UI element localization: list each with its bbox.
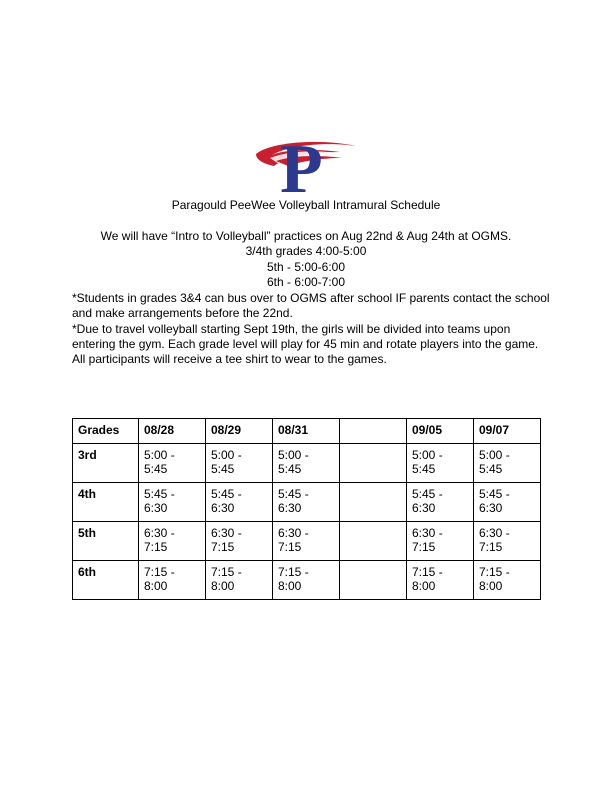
time-cell: 5:45 - 6:30 [474, 483, 541, 522]
paragould-p-logo-icon [250, 130, 362, 196]
empty-cell [340, 561, 407, 600]
header-empty [340, 419, 407, 444]
page-title: Paragould PeeWee Volleyball Intramural Schedule [171, 198, 441, 212]
time-cell: 5:45 - 6:30 [273, 483, 340, 522]
bus-note: *Students in grades 3&4 can bus over to OGMS after school IF parents contact the school and make arrangements before the 22nd. [72, 291, 550, 321]
table-row [73, 561, 541, 600]
grade-cell: 6th [73, 561, 139, 600]
schedule-table [72, 418, 541, 600]
travel-note: *Due to travel volleyball starting Sept 19th, the girls will be divided into teams upon entering the gym. Each grade level will play for 45 min and rotate players into the game. All participants will receive a tee shirt to wear to the games. [72, 321, 539, 367]
time-cell: 7:15 - 8:00 [139, 561, 206, 600]
time-cell: 6:30 - 7:15 [273, 522, 340, 561]
time-cell: 6:30 - 7:15 [407, 522, 474, 561]
empty-cell [340, 522, 407, 561]
intro-grade-6-time: 6th - 6:00-7:00 [266, 274, 346, 289]
header-date: 09/05 [407, 419, 474, 444]
time-cell: 7:15 - 8:00 [474, 561, 541, 600]
empty-cell [340, 444, 407, 483]
grade-cell: 3rd [73, 444, 139, 483]
header-date: 09/07 [474, 419, 541, 444]
time-cell: 5:00 - 5:45 [206, 444, 273, 483]
table-header-row [73, 419, 541, 444]
header-date: 08/29 [206, 419, 273, 444]
grade-cell: 4th [73, 483, 139, 522]
paragould-logo [250, 130, 362, 196]
table-row [73, 522, 541, 561]
header-date: 08/31 [273, 419, 340, 444]
header-date: 08/28 [139, 419, 206, 444]
time-cell: 6:30 - 7:15 [139, 522, 206, 561]
time-cell: 5:45 - 6:30 [407, 483, 474, 522]
time-cell: 6:30 - 7:15 [206, 522, 273, 561]
time-cell: 5:45 - 6:30 [206, 483, 273, 522]
intro-grade-34-time: 3/4th grades 4:00-5:00 [245, 244, 367, 259]
time-cell: 6:30 - 7:15 [474, 522, 541, 561]
notes-block [72, 291, 552, 367]
time-cell: 5:00 - 5:45 [474, 444, 541, 483]
time-cell: 5:00 - 5:45 [407, 444, 474, 483]
empty-cell [340, 483, 407, 522]
time-cell: 7:15 - 8:00 [206, 561, 273, 600]
intro-grade-5-time: 5th - 5:00-6:00 [266, 259, 346, 274]
grade-cell: 5th [73, 522, 139, 561]
header-grades: Grades [73, 419, 139, 444]
time-cell: 5:45 - 6:30 [139, 483, 206, 522]
svg-text:P: P [280, 131, 323, 196]
intro-practice-line: We will have “Intro to Volleyball” practices on Aug 22nd & Aug 24th at OGMS. [100, 229, 512, 243]
time-cell: 7:15 - 8:00 [273, 561, 340, 600]
time-cell: 5:00 - 5:45 [139, 444, 206, 483]
time-cell: 7:15 - 8:00 [407, 561, 474, 600]
table-row [73, 483, 541, 522]
intro-block [0, 229, 612, 290]
table-row [73, 444, 541, 483]
time-cell: 5:00 - 5:45 [273, 444, 340, 483]
